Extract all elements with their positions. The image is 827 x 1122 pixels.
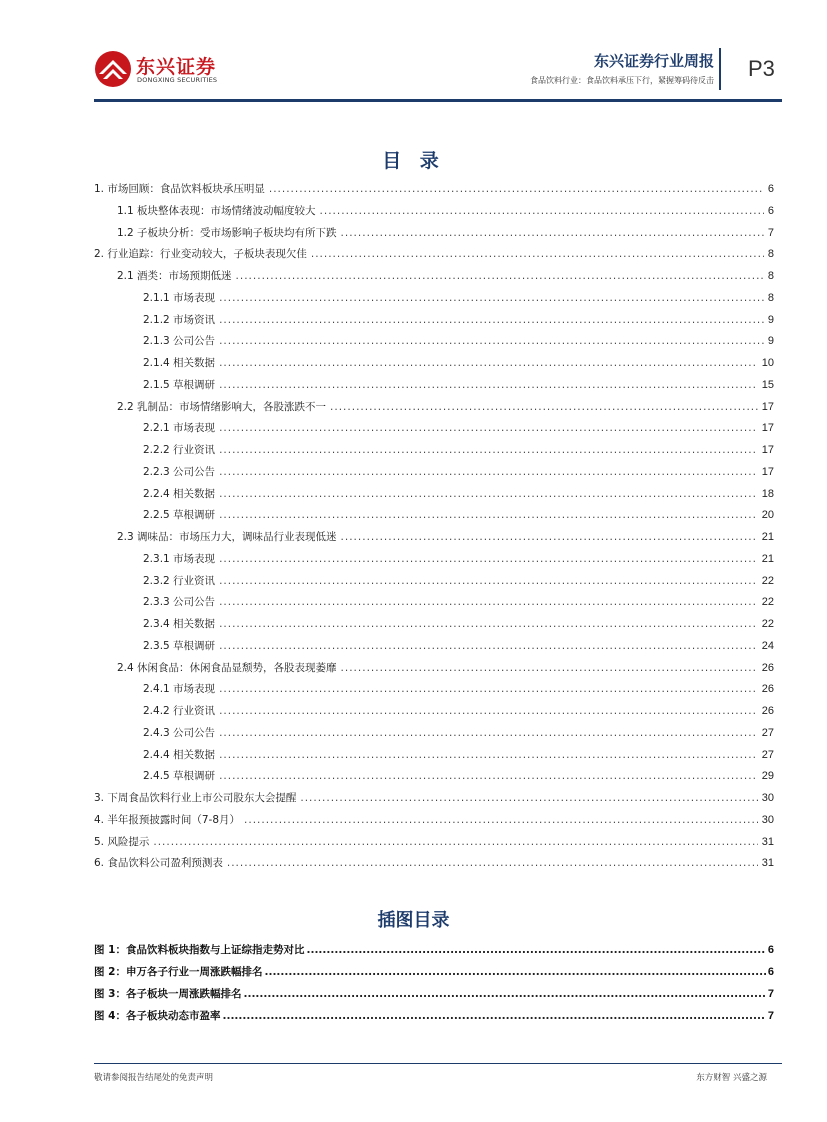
toc-entry[interactable]	[94, 855, 774, 877]
toc-entry-label: 2.1.2 市场资讯	[143, 313, 216, 326]
toc-entry-page: 22	[761, 596, 774, 609]
toc-entry[interactable]	[94, 464, 774, 486]
toc-entry[interactable]	[94, 442, 774, 464]
toc-entry-label: 2.1.3 公司公告	[143, 335, 216, 348]
dot-leader	[219, 770, 758, 782]
dot-leader	[341, 662, 758, 674]
dot-leader	[219, 575, 758, 587]
toc-entry-page: 17	[761, 465, 774, 478]
dot-leader	[219, 466, 758, 478]
dot-leader	[227, 857, 758, 869]
toc-entry-page: 22	[761, 618, 774, 630]
toc-entry-page: 9	[767, 313, 774, 326]
toc-entry[interactable]	[94, 420, 774, 442]
toc-entry[interactable]	[94, 246, 774, 268]
dot-leader	[222, 1010, 765, 1022]
toc-entry-page: 22	[761, 574, 774, 587]
toc-entry-page: 26	[761, 705, 774, 717]
toc-entry-page: 10	[761, 357, 774, 369]
toc-entry[interactable]	[94, 355, 774, 377]
toc-entry[interactable]	[94, 290, 774, 312]
toc-entry-page: 8	[767, 270, 774, 282]
toc-entry[interactable]	[94, 660, 774, 682]
dot-leader	[243, 988, 765, 1000]
toc-entry-page: 21	[761, 531, 774, 543]
toc-entry-label: 2.4.2 行业资讯	[143, 705, 216, 717]
toc-entry-page: 27	[761, 748, 774, 761]
figure-entry[interactable]	[94, 1008, 774, 1030]
toc-entry-label: 6. 食品饮料公司盈利预测表	[94, 857, 223, 870]
toc-entry-page: 24	[761, 639, 774, 652]
toc-entry-page: 30	[761, 792, 774, 804]
logo-english-name: DONGXING SECURITIES	[137, 76, 218, 84]
toc-entry[interactable]	[94, 790, 774, 812]
figure-list-title: 插图目录	[377, 910, 450, 931]
figure-entry-page: 7	[767, 988, 774, 1000]
dot-leader	[236, 270, 764, 282]
toc-title: 目 录	[382, 150, 445, 172]
toc-entry-label: 2.2.4 相关数据	[143, 487, 216, 500]
dot-leader	[269, 183, 764, 195]
toc-entry[interactable]	[94, 551, 774, 573]
figure-entry-label: 图 1：食品饮料板块指数与上证综指走势对比	[94, 944, 305, 956]
toc-entry[interactable]	[94, 486, 774, 508]
toc-entry-page: 31	[761, 835, 774, 848]
toc-entry-label: 2.3 调味品：市场压力大，调味品行业表现低迷	[117, 531, 337, 543]
toc-entry[interactable]	[94, 507, 774, 529]
toc-entry[interactable]	[94, 399, 774, 421]
toc-entry-label: 2.4.5 草根调研	[143, 770, 216, 783]
dot-leader	[341, 227, 764, 239]
dot-leader	[311, 248, 764, 260]
toc-entry-label: 2.3.3 公司公告	[143, 596, 216, 609]
dot-leader	[219, 509, 758, 521]
toc-entry-page: 15	[761, 378, 774, 391]
toc-entry-page: 8	[767, 291, 774, 304]
toc-entry-label: 2. 行业追踪：行业变动较大，子板块表现欠佳	[94, 248, 307, 261]
dot-leader	[219, 292, 764, 304]
toc-entry-label: 2.3.5 草根调研	[143, 639, 216, 652]
toc-entry-label: 2.2.5 草根调研	[143, 509, 216, 522]
figure-entry-page: 7	[767, 1010, 774, 1022]
toc-entry-label: 2.2 乳制品：市场情绪影响大，各股涨跌不一	[117, 400, 327, 413]
dot-leader	[219, 314, 764, 326]
toc-entry-label: 1. 市场回顾：食品饮料板块承压明显	[94, 183, 265, 195]
footer-rule	[94, 1063, 782, 1064]
page-number: P3	[748, 56, 775, 81]
dot-leader	[219, 357, 758, 369]
dot-leader	[264, 966, 765, 978]
dot-leader	[300, 792, 757, 804]
toc-entry[interactable]	[94, 768, 774, 790]
toc-entry-page: 29	[761, 770, 774, 783]
logo-chinese-name: 东兴证券	[136, 56, 217, 78]
toc-entry-label: 2.3.1 市场表现	[143, 552, 216, 565]
toc-entry[interactable]	[94, 834, 774, 856]
toc-entry[interactable]	[94, 225, 774, 247]
toc-entry[interactable]	[94, 594, 774, 616]
toc-entry-label: 2.3.4 相关数据	[143, 618, 216, 630]
toc-entry[interactable]	[94, 812, 774, 834]
toc-entry-page: 8	[767, 248, 774, 261]
toc-entry[interactable]	[94, 681, 774, 703]
table-of-contents	[94, 181, 774, 877]
figure-entry[interactable]	[94, 942, 774, 964]
dot-leader	[219, 640, 758, 652]
figure-entry-label: 图 3：各子板块一周涨跌幅排名	[94, 988, 242, 1000]
toc-entry-label: 2.4.3 公司公告	[143, 726, 216, 739]
toc-entry[interactable]	[94, 181, 774, 203]
dot-leader	[219, 683, 758, 695]
toc-entry-page: 18	[761, 487, 774, 500]
header-rule	[94, 99, 782, 102]
figure-entry-page: 6	[767, 944, 774, 956]
toc-entry[interactable]	[94, 616, 774, 638]
toc-entry[interactable]	[94, 377, 774, 399]
toc-entry[interactable]	[94, 333, 774, 355]
figure-entry-label: 图 2：申万各子行业一周涨跌幅排名	[94, 966, 263, 978]
figure-entry[interactable]	[94, 964, 774, 986]
dot-leader	[219, 444, 758, 456]
dot-leader	[219, 705, 758, 717]
dot-leader	[330, 401, 758, 413]
dot-leader	[341, 531, 758, 543]
dot-leader	[219, 379, 758, 391]
figure-list	[94, 942, 774, 1030]
dot-leader	[244, 814, 758, 826]
toc-entry[interactable]	[94, 268, 774, 290]
toc-entry-label: 4. 半年报预披露时间（7-8月）	[94, 813, 241, 826]
toc-entry[interactable]	[94, 747, 774, 769]
toc-entry-page: 9	[767, 335, 774, 348]
toc-entry-label: 3. 下周食品饮料行业上市公司股东大会提醒	[94, 792, 297, 804]
toc-entry-page: 20	[761, 509, 774, 522]
toc-entry-label: 2.4 休闲食品：休闲食品显颓势，各股表现萎靡	[117, 661, 337, 674]
dot-leader	[153, 836, 757, 848]
toc-entry-label: 2.1.5 草根调研	[143, 378, 216, 391]
toc-entry-label: 2.1.4 相关数据	[143, 357, 216, 369]
footer-slogan: 东方财智 兴盛之源	[696, 1073, 767, 1083]
dot-leader	[219, 335, 764, 347]
report-title: 东兴证券行业周报	[593, 52, 714, 70]
toc-entry-label: 2.4.1 市场表现	[143, 683, 216, 696]
toc-entry-label: 2.4.4 相关数据	[143, 748, 216, 761]
toc-entry-label: 2.2.2 行业资讯	[143, 444, 216, 456]
toc-entry-page: 21	[761, 552, 774, 565]
dot-leader	[219, 596, 758, 608]
toc-entry-page: 6	[767, 204, 774, 217]
dot-leader	[219, 618, 758, 630]
toc-entry-page: 17	[761, 422, 774, 435]
dot-leader	[219, 488, 758, 500]
figure-entry[interactable]	[94, 986, 774, 1008]
dot-leader	[219, 553, 758, 565]
toc-entry-label: 1.2 子板块分析：受市场影响子板块均有所下跌	[117, 226, 337, 239]
report-subtitle: 食品饮料行业：食品饮料承压下行，紧握筹码待反击	[530, 76, 714, 85]
dot-leader	[219, 749, 758, 761]
toc-entry-label: 1.1 板块整体表现：市场情绪波动幅度较大	[117, 204, 316, 217]
toc-entry-page: 30	[761, 813, 774, 826]
dot-leader	[219, 422, 758, 434]
toc-entry-label: 2.1.1 市场表现	[143, 291, 216, 304]
toc-entry[interactable]	[94, 312, 774, 334]
dot-leader	[320, 205, 764, 217]
toc-entry[interactable]	[94, 638, 774, 660]
header-divider	[719, 48, 721, 90]
toc-entry-page: 6	[767, 183, 774, 195]
figure-entry-label: 图 4：各子板块动态市盈率	[94, 1010, 221, 1022]
toc-entry-page: 26	[761, 661, 774, 674]
dot-leader	[306, 944, 765, 956]
toc-entry-label: 2.2.3 公司公告	[143, 465, 216, 478]
toc-entry-page: 7	[767, 226, 774, 239]
toc-entry[interactable]	[94, 203, 774, 225]
toc-entry[interactable]	[94, 573, 774, 595]
toc-entry-page: 17	[761, 444, 774, 456]
toc-entry-label: 5. 风险提示	[94, 835, 150, 848]
toc-entry-page: 17	[761, 400, 774, 413]
company-logo-icon	[94, 50, 132, 88]
toc-entry-page: 27	[761, 726, 774, 739]
footer-disclaimer: 敬请参阅报告结尾处的免责声明	[94, 1073, 214, 1083]
toc-entry-label: 2.3.2 行业资讯	[143, 574, 216, 587]
toc-entry[interactable]	[94, 703, 774, 725]
dot-leader	[219, 727, 758, 739]
toc-entry-page: 26	[761, 683, 774, 696]
toc-entry-page: 31	[761, 857, 774, 870]
toc-entry[interactable]	[94, 725, 774, 747]
toc-entry-label: 2.1 酒类：市场预期低迷	[117, 270, 232, 282]
toc-entry-label: 2.2.1 市场表现	[143, 422, 216, 435]
toc-entry[interactable]	[94, 529, 774, 551]
figure-entry-page: 6	[767, 966, 774, 978]
